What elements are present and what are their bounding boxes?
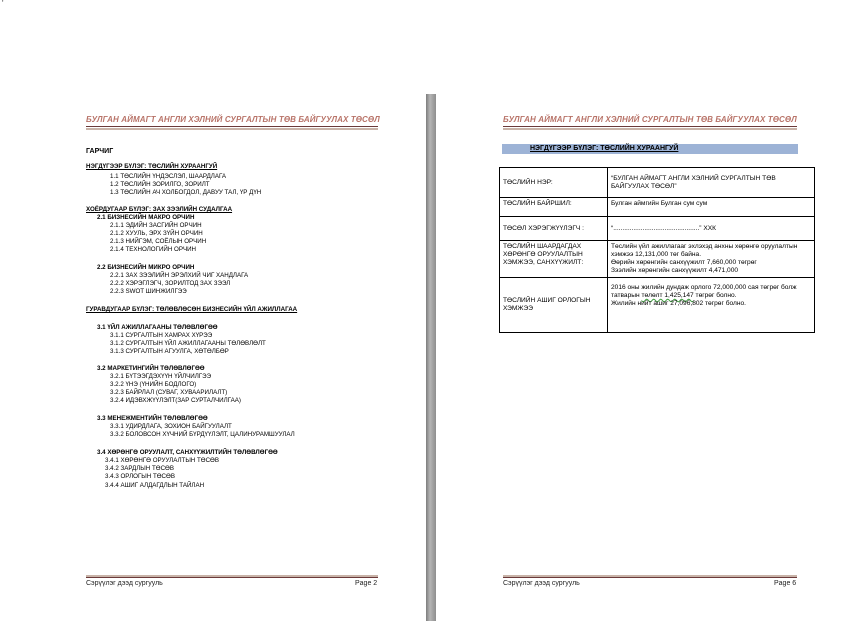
left-header-rule — [86, 126, 378, 127]
right-header-rule — [503, 126, 797, 127]
toc-item: 1.1 ТӨСЛИЙН ҮНДЭСЛЭЛ, ШААРДЛАГА — [110, 173, 227, 180]
value-line: Өөрийн хөрөнгийн санхүүжилт 7,660,000 төгрөг — [611, 259, 757, 266]
label-cell: ТӨСЛИЙН ШААРДАГДАХ ХӨРӨНГӨ ОРУУЛАЛТЫН ХЭМЖЭЭ, САНХҮҮЖИЛТ: — [500, 241, 608, 278]
table-row — [500, 241, 815, 278]
toc-item: 3.4.1 ХӨРӨНГӨ ОРУУЛАЛТЫН ТӨСӨВ — [105, 457, 220, 464]
value-line: Жилийн нийт ашиг 27,096,802 төгрөг болно. — [611, 300, 746, 307]
toc-item: 3.2.4 ИДЭВХЖҮҮЛЭЛТ(ЗАР СУРТАЛЧИЛГАА) — [110, 397, 241, 404]
toc-item: 2.1.4 ТЕХНОЛОГИЙН ОРЧИН — [110, 246, 197, 253]
value-cell — [608, 241, 815, 278]
value-text-underlined: төлөлт 1,425,147 — [641, 292, 694, 299]
toc-item: 3.3.2 БОЛОВСОН ХҮЧНИЙ БҮРДҮҮЛЭЛТ, ЦАЛИНУРАМШУУЛАЛ — [110, 431, 295, 438]
toc-item: 2.1.2 ХУУЛЬ, ЭРХ ЗҮЙН ОРЧИН — [110, 230, 203, 237]
toc-section: 3.3 МЕНЕЖМЕНТИЙН ТӨЛӨВЛӨГӨӨ — [97, 415, 208, 422]
value-text: төгрөг болно. — [693, 292, 737, 299]
table-row — [500, 217, 815, 241]
toc-section: 3.4 ХӨРӨНГӨ ОРУУЛАЛТ, САНХҮҮЖИЛТИЙН ТӨЛӨВЛӨГӨӨ — [97, 449, 278, 456]
left-page-number: Page 2 — [355, 580, 378, 587]
right-header-title: БУЛГАН АЙМАГТ АНГЛИ ХЭЛНИЙ СУРГАЛТЫН ТӨВ БАЙГУУЛАХ ТӨСӨЛ — [503, 115, 797, 124]
right-page-number: Page 6 — [774, 580, 797, 587]
toc-item: 3.4.2 ЗАРДЛЫН ТӨСӨВ — [105, 465, 174, 472]
value-line — [611, 284, 811, 300]
toc-item: 3.2.1 БҮТЭЭГДЭХҮҮН ҮЙЛЧИЛГЭЭ — [110, 373, 212, 380]
toc-chapter: ХОЁРДУГААР БҮЛЭГ: ЗАХ ЗЭЭЛИЙН СУДАЛГАА — [86, 206, 233, 213]
right-footer-text: Сэрүүлэг дээд сургууль — [503, 580, 580, 587]
left-footer-text: Сэрүүлэг дээд сургууль — [86, 580, 163, 587]
value-cell: Булган аймгийн Булган сум сум — [608, 198, 815, 217]
toc-item: 2.1.3 НИЙГЭМ, СОЁЛЫН ОРЧИН — [110, 238, 207, 245]
corner-mark: ' — [2, 0, 4, 8]
value-line: Зээлийн хөрөнгийн санхүүжилт 4,471,000 — [611, 267, 739, 274]
toc-item: 1.2 ТӨСЛИЙН ЗОРИЛГО, ЗОРИЛТ — [110, 181, 210, 188]
toc-chapter: НЭГДҮГЭЭР БҮЛЭГ: ТӨСЛИЙН ХУРААНГУЙ — [86, 163, 218, 170]
toc-item: 2.2.2 ХЭРЭГЛЭГЧ, ЗОРИЛТОД ЗАХ ЗЭЭЛ — [110, 280, 231, 287]
toc-section: 3.1 ҮЙЛ АЖИЛЛАГААНЫ ТӨЛӨВЛӨГӨӨ — [97, 324, 218, 331]
value-text: 2016 оны жилийн дундаж орлого 72,000,000 сая төгрөг болж татварын — [611, 284, 797, 299]
toc-item: 3.4.4 АШИГ АЛДАГДЛЫН ТАЙЛАН — [105, 482, 205, 489]
value-cell — [608, 278, 815, 333]
left-footer-rule-2 — [86, 577, 378, 578]
project-summary-table — [499, 167, 815, 333]
table-row — [500, 168, 815, 198]
label-cell: ТӨСЛИЙН НЭР: — [500, 168, 608, 198]
toc-section: 2.2 БИЗНЕСИЙН МИКРО ОРЧИН — [97, 264, 195, 271]
toc-section: 3.2 МАРКЕТИНГИЙН ТӨЛӨВЛӨГӨӨ — [97, 365, 205, 372]
toc-item: 2.1.1 ЭДИЙН ЗАСГИЙН ОРЧИН — [110, 222, 202, 229]
left-header-title: БУЛГАН АЙМАГТ АНГЛИ ХЭЛНИЙ СУРГАЛТЫН ТӨВ БАЙГУУЛАХ ТӨСӨЛ — [86, 115, 380, 124]
table-row — [500, 198, 815, 217]
toc-item: 3.2.2 ҮНЭ (ҮНИЙН БОДЛОГО) — [110, 381, 197, 388]
section-title-bar — [502, 144, 798, 154]
page-gap — [426, 94, 436, 621]
toc-section: 2.1 БИЗНЕСИЙН МАКРО ОРЧИН — [97, 214, 195, 221]
toc-item: 3.4.3 ОРЛОГЫН ТӨСӨВ — [105, 473, 175, 480]
table-row — [500, 278, 815, 333]
left-header-rule-2 — [86, 128, 378, 130]
toc-item: 2.2.1 ЗАХ ЗЭЭЛИЙН ЭРЭЛХИЙ ЧИГ ХАНДЛАГА — [110, 272, 249, 279]
right-footer-rule-2 — [503, 577, 797, 578]
toc-heading: ГАРЧИГ — [86, 148, 114, 155]
value-line: Төслийн үйл ажиллагааг эхлэхэд анхны хөрөнгө оруулалтын хэмжээ 12,131,000 төг байна. — [611, 243, 798, 258]
right-header-rule-2 — [503, 128, 797, 130]
toc-item: 3.3.1 УДИРДЛАГА, ЗОХИОН БАЙГУУЛАЛТ — [110, 423, 232, 430]
value-cell: “...............................................” ХХК — [608, 217, 815, 241]
label-cell: ТӨСЛИЙН БАЙРШИЛ: — [500, 198, 608, 217]
section-title: НЭГДҮГЭЭР БҮЛЭГ: ТӨСЛИЙН ХУРААНГУЙ — [530, 145, 679, 152]
toc-item: 1.3 ТӨСЛИЙН АЧ ХОЛБОГДОЛ, ДАВУУ ТАЛ, ҮР ДҮН — [110, 189, 262, 196]
label-cell: ТӨСЛИЙН АШИГ ОРЛОГЫН ХЭМЖЭЭ — [500, 278, 608, 333]
value-cell: “БУЛГАН АЙМАГТ АНГЛИ ХЭЛНИЙ СУРГАЛТЫН ТӨВ БАЙГУУЛАХ ТӨСӨЛ” — [608, 168, 815, 198]
toc-chapter: ГУРАВДУГААР БҮЛЭГ: ТӨЛӨВЛӨСӨН БИЗНЕСИЙН ҮЙЛ АЖИЛЛАГАА — [86, 306, 298, 313]
label-cell: ТӨСӨЛ ХЭРЭГЖҮҮЛЭГЧ : — [500, 217, 608, 241]
toc-item: 2.2.3 SWOT ШИНЖИЛГЭЭ — [110, 288, 187, 295]
toc-item: 3.2.3 БАЙРЛАЛ (СУВАГ, ХУВААРИЛАЛТ) — [110, 389, 228, 396]
toc-item: 3.1.3 СУРГАЛТЫН АГУУЛГА, ХӨТӨЛБӨР — [110, 348, 229, 355]
toc-item: 3.1.1 СУРГАЛТЫН ХАМРАХ ХҮРЭЭ — [110, 332, 213, 339]
toc-item: 3.1.2 СУРГАЛТЫН ҮЙЛ АЖИЛЛАГААНЫ ТӨЛӨВЛӨЛТ — [110, 340, 266, 347]
